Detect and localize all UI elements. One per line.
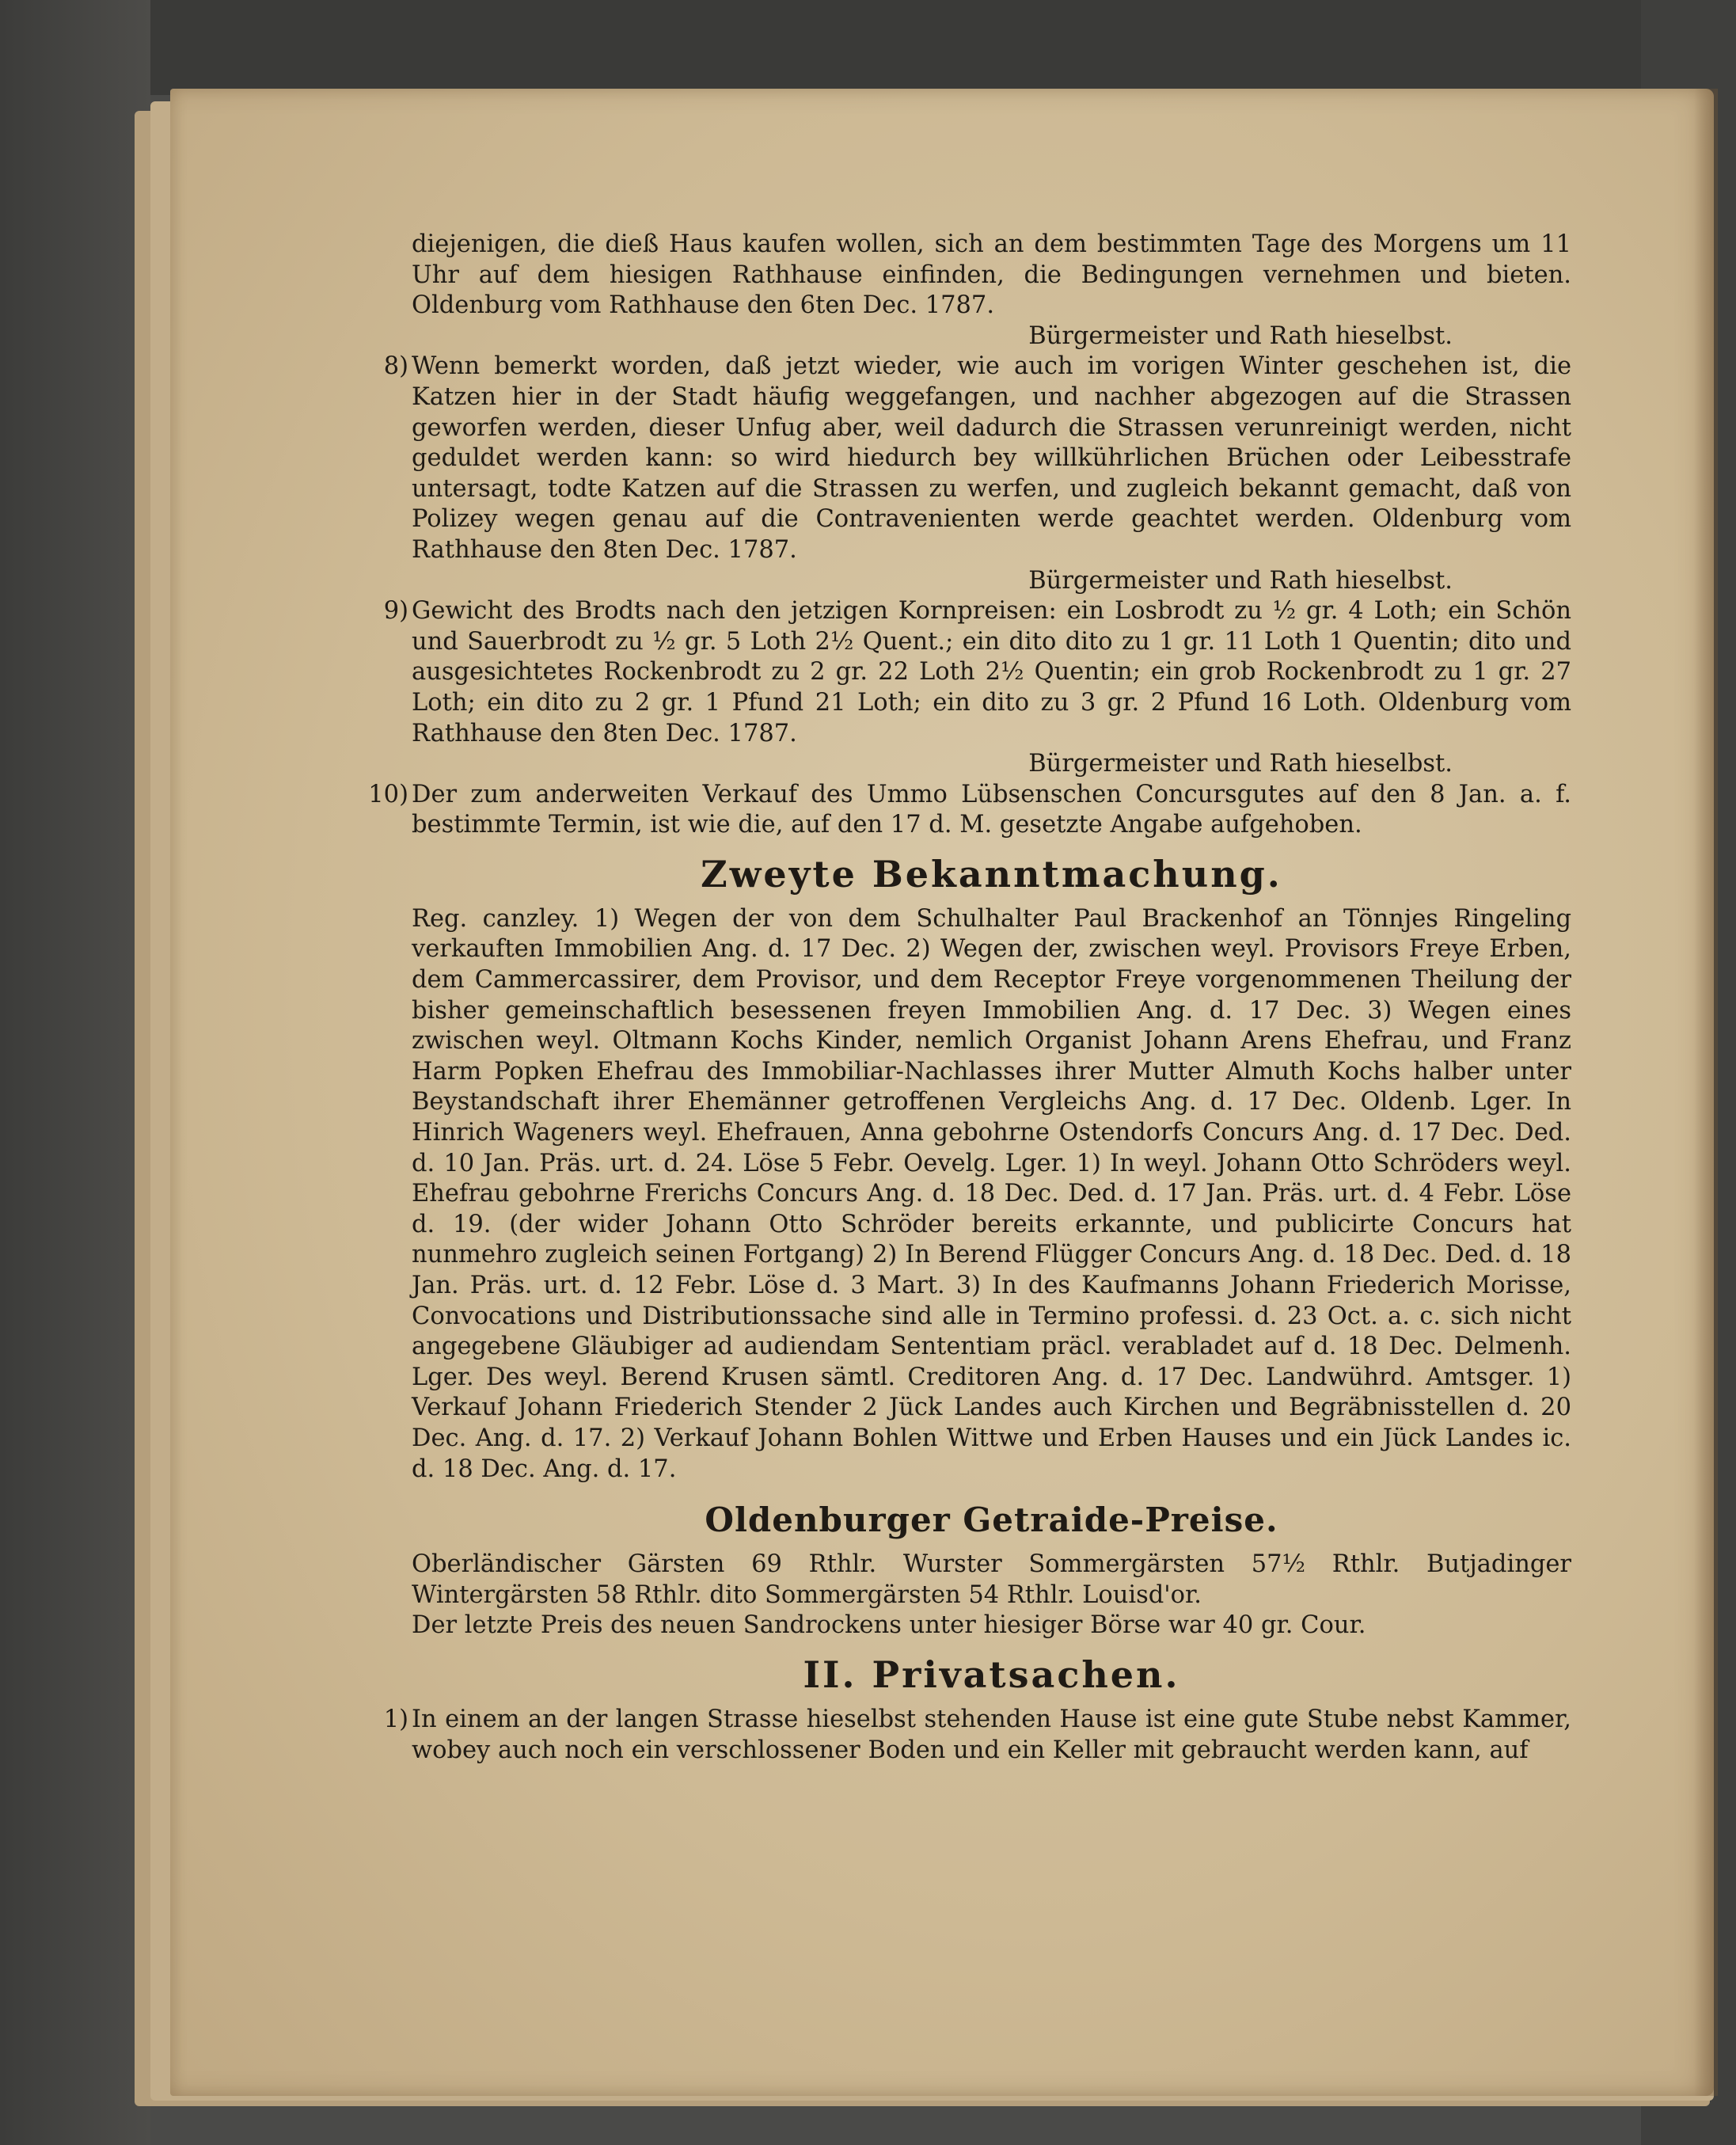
signature: Bürgermeister und Rath hieselbst.: [1028, 321, 1453, 350]
scan-background-top: [0, 0, 1736, 95]
notice-item-10: [368, 780, 1571, 841]
paragraph-text: diejenigen, die dieß Haus kaufen wollen, sich an dem bestimmten Tage des Morgens um 11 Uhr auf dem hiesigen Rathhause einfinden, die Bedingungen vernehmen und bieten. Oldenburg vom Rathhause den 6ten Dec. 1787.: [412, 230, 1571, 320]
paragraph-continuation: [412, 230, 1571, 352]
paragraph-text: Wenn bemerkt worden, daß jetzt wieder, wie auch im vorigen Winter geschehen ist, die Katzen hier in der Stadt häufig weggefangen, und nachher abgezogen auf die Strassen geworfen werden, dieser Unfug aber, weil dadurch die Strassen verunreinigt werden, nicht geduldet werden kann: so wird hiedurch bey willkührlichen Brüchen oder Leibesstrafe untersagt, todte Katzen auf die Strassen zu werfen, und zugleich bekannt gemacht, daß von Polizey wegen genau auf die Contravenienten werde geachtet werden. Oldenburg vom Rathhause den 8ten Dec. 1787.: [412, 352, 1571, 564]
paragraph-text: Der zum anderweiten Verkauf des Ummo Lübsenschen Concursgutes auf den 8 Jan. a. f. bestimmte Termin, ist wie die, auf den 17 d. M. gesetzte Angabe aufgehoben.: [412, 780, 1571, 839]
paragraph-getraide-preise: Oberländischer Gärsten 69 Rthlr. Wurster Sommergärsten 57½ Rthlr. Butjadinger Wintergärsten 58 Rthlr. dito Sommergärsten 54 Rthlr. Louisd'or.: [412, 1550, 1571, 1609]
notice-item-8: [383, 352, 1571, 596]
privat-item-1: [383, 1705, 1571, 1766]
paragraph-sandrocken-preis: Der letzte Preis des neuen Sandrockens unter hiesiger Börse war 40 gr. Cour.: [412, 1611, 1366, 1640]
page-text: [368, 230, 1571, 1766]
section-heading-getraide-preise: Oldenburger Getraide-Preise.: [705, 1500, 1278, 1540]
paragraph-zweyte-bekanntmachung: Reg. canzley. 1) Wegen der von dem Schulhalter Paul Brackenhof an Tönnjes Ringeling verkauften Immobilien Ang. d. 17 Dec. 2) Wegen der, zwischen weyl. Provisors Freye Erben, dem Cammercassirer, dem Provisor, und dem Receptor Freye vorgenommenen Theilung der bisher gemeinschaftlich besessenen freyen Immobilien Ang. d. 17 Dec. 3) Wegen eines zwischen weyl. Oltmann Kochs Kinder, nemlich Organist Johann Arens Ehefrau, und Franz Harm Popken Ehefrau des Immobiliar-Nachlasses ihrer Mutter Almuth Kochs halber unter Beystandschaft ihrer Ehemänner getroffenen Vergleichs Ang. d. 17 Dec. Oldenb. Lger. In Hinrich Wageners weyl. Ehefrauen, Anna gebohrne Ostendorfs Concurs Ang. d. 17 Dec. Ded. d. 10 Jan. Präs. urt. d. 24. Löse 5 Febr. Oevelg. Lger. 1) In weyl. Johann Otto Schröders weyl. Ehefrau gebohrne Frerichs Concurs Ang. d. 18 Dec. Ded. d. 17 Jan. Präs. urt. d. 4 Febr. Löse d. 19. (der wider Johann Otto Schröder bereits erkannte, und publicirte Concurs hat nunmehro zugleich seinen Fortgang) 2) In Berend Flügger Concurs Ang. d. 18 Dec. Ded. d. 18 Jan. Präs. urt. d. 12 Febr. Löse d. 3 Mart. 3) In des Kaufmanns Johann Friederich Morisse, Convocations und Distributionssache sind alle in Termino professi. d. 23 Oct. a. c. sich nicht angegebene Gläubiger ad audiendam Sententiam präcl. verabladet auf d. 18 Dec. Delmenh. Lger. Des weyl. Berend Krusen sämtl. Creditoren Ang. d. 17 Dec. Landwührd. Amtsger. 1) Verkauf Johann Friederich Stender 2 Jück Landes auch Kirchen und Begräbnisstellen d. 20 Dec. Ang. d. 17. 2) Verkauf Johann Bohlen Wittwe und Erben Hauses und ein Jück Landes ic. d. 18 Dec. Ang. d. 17.: [412, 904, 1571, 1483]
item-number: 10): [368, 780, 408, 808]
paragraph-text: In einem an der langen Strasse hieselbst stehenden Hause ist eine gute Stube nebst Kammer, wobey auch noch ein verschlossener Boden und ein Keller mit gebraucht werden kann, auf: [412, 1705, 1571, 1764]
section-heading-zweyte-bekanntmachung: Zweyte Bekanntmachung.: [701, 852, 1282, 896]
paragraph-text: Gewicht des Brodts nach den jetzigen Kornpreisen: ein Losbrodt zu ½ gr. 4 Loth; ein Schön und Sauerbrodt zu ½ gr. 5 Loth 2½ Quent.; ein dito dito zu 1 gr. 11 Loth 1 Quentin; dito und ausgesichtetes Rockenbrodt zu 2 gr. 22 Loth 2½ Quentin; ein grob Rockenbrodt zu 1 gr. 27 Loth; ein dito zu 2 gr. 1 Pfund 21 Loth; ein dito zu 3 gr. 2 Pfund 16 Loth. Oldenburg vom Rathhause den 8ten Dec. 1787.: [412, 597, 1571, 747]
item-number: 8): [383, 352, 408, 381]
item-number: 1): [383, 1705, 408, 1733]
page-gutter-shadow: [1694, 89, 1718, 2096]
signature: Bürgermeister und Rath hieselbst.: [1028, 750, 1453, 778]
section-heading-privatsachen: II. Privatsachen.: [803, 1652, 1180, 1696]
scan-background-left: [0, 0, 150, 2145]
signature: Bürgermeister und Rath hieselbst.: [1028, 566, 1453, 595]
notice-item-9: [383, 596, 1571, 780]
item-number: 9): [383, 597, 408, 626]
